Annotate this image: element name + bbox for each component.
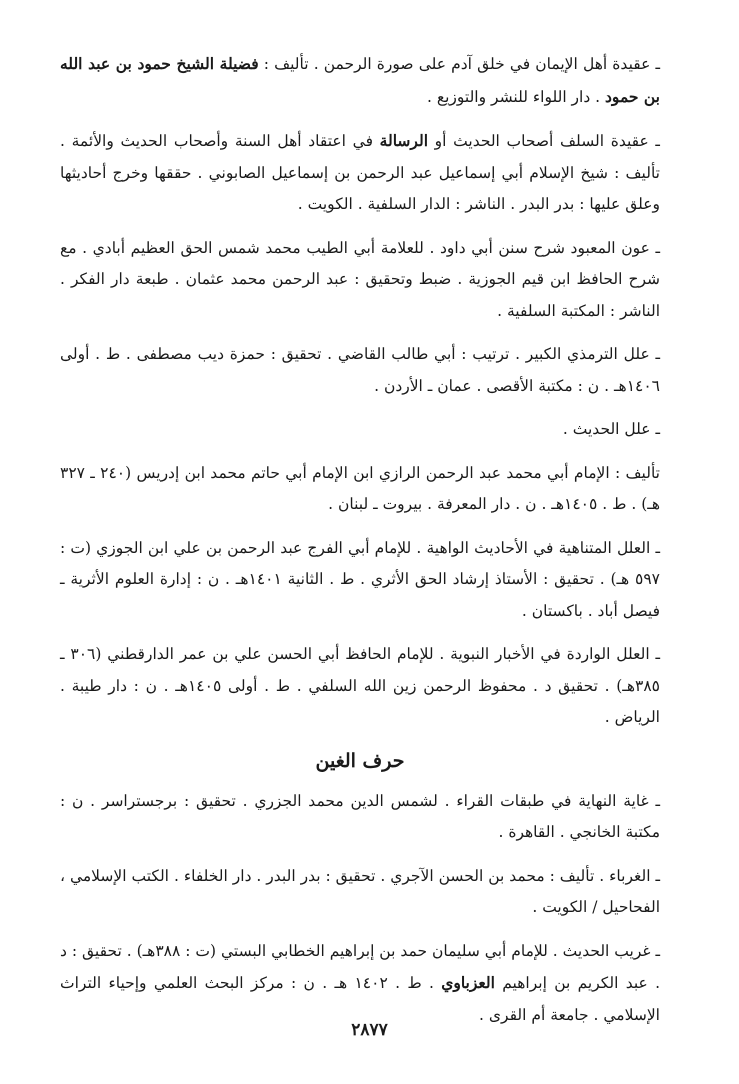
bibliography-entry — [60, 861, 660, 924]
entry-text: . دار اللواء للنشر والتوزيع . — [427, 87, 606, 106]
bibliography-list-1 — [60, 48, 660, 734]
entry-text: ـ غاية النهاية في طبقات القراء . لشمس الدين محمد الجزري . تحقيق : برجستراسر . ن : مكتبة الخانجي . القاهرة . — [60, 791, 660, 841]
entry-text-bold: الرسالة — [379, 131, 428, 150]
entry-text: ـ العلل الواردة في الأخبار النبوية . للإمام الحافظ أبي الحسن علي بن عمر الدارقطني (٣٠٦ ـ ٣٨٥هـ) . تحقيق د . محفوظ الرحمن زين الله السلفي . ط . أولى ١٤٠٥هـ . ن : دار طيبة . الرياض . — [60, 645, 660, 726]
bibliography-entry — [60, 786, 660, 849]
bibliography-list-2 — [60, 786, 660, 1032]
section-title: حرف الغين — [315, 749, 405, 772]
bibliography-entry — [60, 233, 660, 328]
entry-text: ـ غريب الحديث . للإمام أبي سليمان حمد بن إبراهيم الخطابي البستي (ت : ٣٨٨هـ) . تحقيق : د . عبد الكريم بن إبراهيم — [60, 941, 660, 992]
entry-text: تأليف : الإمام أبي محمد عبد الرحمن الرازي ابن الإمام أبي حاتم محمد ابن إدريس (٢٤٠ ـ ٣٢٧ هـ) . ط . ١٤٠٥هـ . ن . دار المعرفة . بيروت ـ لبنان . — [60, 463, 660, 513]
entry-text: ـ علل الترمذي الكبير . ترتيب : أبي طالب القاضي . تحقيق : حمزة ديب مصطفى . ط . أولى ١٤٠٦هـ . ن : مكتبة الأقصى . عمان ـ الأردن . — [60, 345, 660, 395]
bibliography-entry — [60, 48, 660, 113]
entry-text: ـ عقيدة السلف أصحاب الحديث أو — [428, 132, 660, 150]
bibliography-entry — [60, 458, 660, 521]
page-content — [60, 48, 660, 1043]
entry-text: ـ علل الحديث . — [562, 420, 660, 438]
bibliography-entry — [60, 339, 660, 402]
bibliography-entry — [60, 936, 660, 1032]
entry-text: ـ عقيدة أهل الإيمان في خلق آدم على صورة الرحمن . تأليف : — [258, 55, 661, 73]
bibliography-entry — [60, 639, 660, 734]
page-number: ٢٨٧٧ — [351, 1020, 388, 1040]
bibliography-entry — [60, 533, 660, 628]
bibliography-entry — [60, 414, 660, 446]
entry-text: ـ الغرباء . تأليف : محمد بن الحسن الآجري . تحقيق : بدر البدر . دار الخلفاء . الكتب الإسلامي ، الفحاحيل / الكويت . — [60, 866, 660, 916]
entry-text: في اعتقاد أهل السنة وأصحاب الحديث والأئمة . تأليف : شيخ الإسلام أبي إسماعيل عبد الرحمن بن إسماعيل الصابوني . حققها وخرج أحاديثها وعلق عليها : بدر البدر . الناشر : الدار السلفية . الكويت . — [60, 132, 660, 213]
entry-text-bold: فضيلة الشيخ حمود بن عبد الله بن حمود — [60, 54, 660, 106]
entry-text-bold: العزباوي — [441, 973, 495, 992]
bibliography-entry — [60, 125, 660, 221]
entry-text: ـ عون المعبود شرح سنن أبي داود . للعلامة أبي الطيب محمد شمس الحق العظيم أبادي . مع شرح الحافظ ابن قيم الجوزية . ضبط وتحقيق : عبد الرحمن محمد عثمان . طبعة دار الفكر . الناشر : المكتبة السلفية . — [60, 238, 660, 320]
entry-text: . ط . ١٤٠٢ هـ . ن : مركز البحث العلمي وإحياء التراث الإسلامي . جامعة أم القرى . — [60, 974, 660, 1024]
entry-text: ـ العلل المتناهية في الأحاديث الواهية . للإمام أبي الفرج عبد الرحمن بن علي ابن الجوزي (ت : ٥٩٧ هـ) . تحقيق : الأستاذ إرشاد الحق الأثري . ط . الثانية ١٤٠١هـ . ن : إدارة العلوم الأثرية ـ فيصل أباد . باكستان . — [60, 538, 661, 620]
